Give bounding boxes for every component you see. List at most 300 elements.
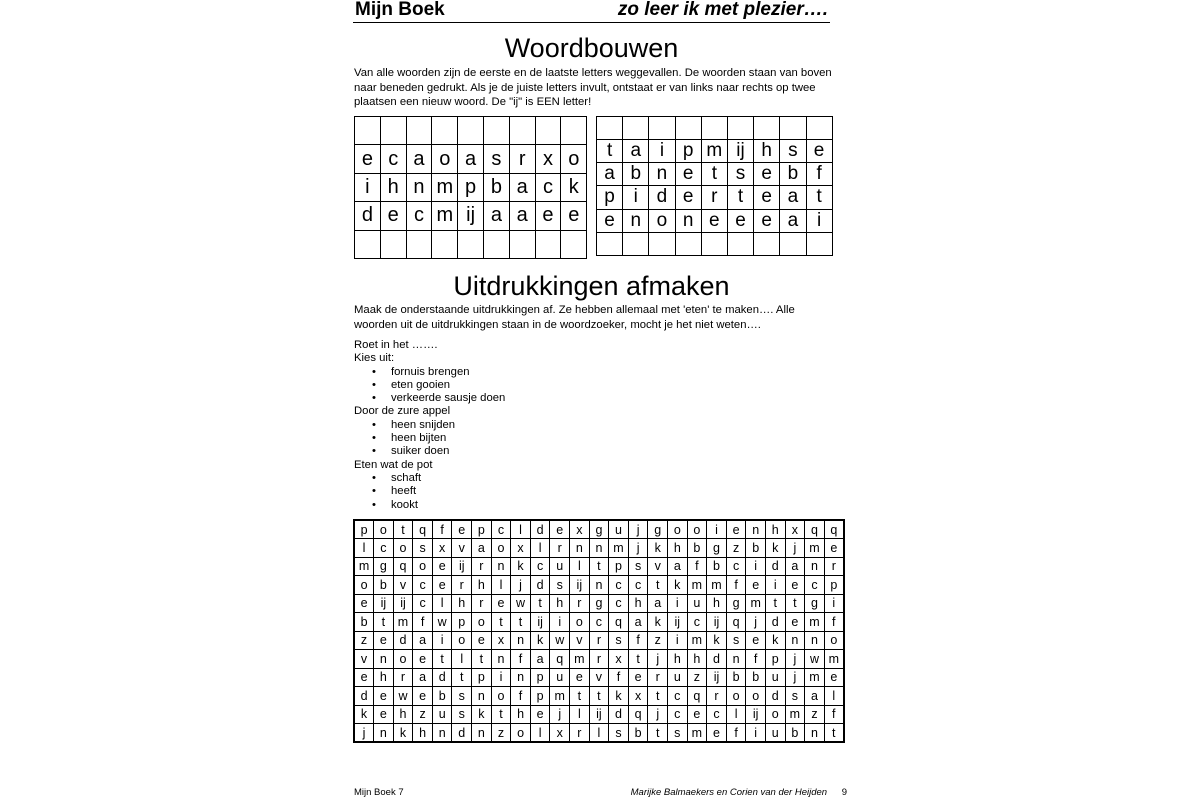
word-search-cell: k xyxy=(472,705,492,724)
word-search-cell: o xyxy=(354,576,374,595)
header-book-title: Mijn Boek xyxy=(355,0,445,20)
word-search-cell: n xyxy=(432,724,452,743)
word-search-cell: r xyxy=(570,724,590,743)
word-search-cell: g xyxy=(589,520,609,539)
word-search-cell: d xyxy=(530,520,550,539)
letter-cell: e xyxy=(380,202,406,230)
word-search-cell: e xyxy=(824,539,844,558)
word-search-cell: l xyxy=(570,557,590,576)
word-search-cell: ij xyxy=(589,705,609,724)
letter-cell: r xyxy=(509,145,535,173)
word-search-cell: ij xyxy=(530,613,550,632)
word-search-cell: a xyxy=(413,631,433,650)
word-search-cell: k xyxy=(530,631,550,650)
word-search-cell: s xyxy=(609,724,629,743)
grid-row xyxy=(354,576,844,595)
word-search-cell: q xyxy=(824,520,844,539)
letter-cell xyxy=(649,233,675,256)
word-search-cell: l xyxy=(452,650,472,669)
letter-cell: e xyxy=(355,145,381,173)
word-search-cell: x xyxy=(432,539,452,558)
word-search-cell: k xyxy=(648,539,668,558)
letter-cell: a xyxy=(780,209,806,232)
word-search-cell: f xyxy=(609,668,629,687)
word-search-cell: t xyxy=(648,687,668,706)
word-search-cell: n xyxy=(785,631,805,650)
word-search-cell: c xyxy=(589,613,609,632)
word-search-cell: o xyxy=(413,557,433,576)
word-search-cell: b xyxy=(746,668,766,687)
letter-cell: t xyxy=(701,162,727,185)
word-search-cell: f xyxy=(511,687,531,706)
word-search-cell: o xyxy=(824,631,844,650)
word-search-cell: o xyxy=(393,650,413,669)
word-search-cell: t xyxy=(765,594,785,613)
word-search-cell: d xyxy=(452,724,472,743)
word-search-cell: z xyxy=(491,724,511,743)
word-search-cell: n xyxy=(570,539,590,558)
word-search-cell: z xyxy=(805,705,825,724)
word-search-cell: x xyxy=(491,631,511,650)
word-search-cell: n xyxy=(805,724,825,743)
letter-cell xyxy=(483,230,509,258)
word-search-cell: w xyxy=(393,687,413,706)
word-search-cell: j xyxy=(785,668,805,687)
word-search-cell: i xyxy=(550,613,570,632)
word-search-cell: c xyxy=(609,576,629,595)
word-search-cell: g xyxy=(707,539,727,558)
word-search-cell: a xyxy=(668,557,688,576)
letter-cell xyxy=(509,230,535,258)
word-search-cell: n xyxy=(491,650,511,669)
word-search-cell: r xyxy=(472,557,492,576)
word-search-grid xyxy=(353,519,845,743)
letter-cell: p xyxy=(675,139,701,162)
word-search-cell: s xyxy=(452,705,472,724)
word-search-cell: a xyxy=(472,539,492,558)
letter-cell xyxy=(380,230,406,258)
word-search-cell: o xyxy=(472,613,492,632)
word-search-cell: c xyxy=(668,705,688,724)
letter-cell: t xyxy=(806,186,832,209)
word-search-cell: h xyxy=(668,650,688,669)
word-search-cell: w xyxy=(432,613,452,632)
word-search-cell: ij xyxy=(393,594,413,613)
word-search-cell: d xyxy=(530,576,550,595)
letter-cell: b xyxy=(623,162,649,185)
word-search-cell: p xyxy=(530,668,550,687)
word-search-cell: n xyxy=(589,539,609,558)
word-search-cell: m xyxy=(393,613,413,632)
word-search-cell: z xyxy=(726,539,746,558)
word-search-cell: w xyxy=(550,631,570,650)
word-building-grid-left xyxy=(354,116,587,259)
header-motto: zo leer ik met plezier…. xyxy=(617,0,828,20)
word-search-cell: i xyxy=(824,594,844,613)
word-search-cell: x xyxy=(785,520,805,539)
word-search-cell: f xyxy=(746,650,766,669)
word-search-cell: l xyxy=(491,576,511,595)
expression-text: Eten wat de pot xyxy=(354,458,433,471)
letter-cell: o xyxy=(649,209,675,232)
word-search-cell: n xyxy=(511,668,531,687)
word-search-cell: d xyxy=(765,687,785,706)
word-search-cell: n xyxy=(589,576,609,595)
letter-cell: n xyxy=(623,209,649,232)
word-search-cell: n xyxy=(805,557,825,576)
word-search-cell: ij xyxy=(668,613,688,632)
word-search-cell: k xyxy=(393,724,413,743)
word-search-cell: e xyxy=(354,668,374,687)
word-search-cell: q xyxy=(550,650,570,669)
word-search-cell: h xyxy=(550,594,570,613)
word-search-cell: b xyxy=(707,557,727,576)
grid-row xyxy=(355,117,587,145)
letter-cell: a xyxy=(623,139,649,162)
word-search-cell: i xyxy=(746,557,766,576)
word-search-cell: o xyxy=(746,687,766,706)
word-search-cell: n xyxy=(726,650,746,669)
word-search-cell: ij xyxy=(746,705,766,724)
word-search-cell: a xyxy=(530,650,550,669)
letter-cell xyxy=(623,117,649,140)
word-search-cell: f xyxy=(413,613,433,632)
word-search-cell: z xyxy=(648,631,668,650)
option-item: • verkeerde sausje doen xyxy=(354,392,505,405)
word-search-cell: j xyxy=(511,576,531,595)
word-search-cell: s xyxy=(668,724,688,743)
word-search-cell: d xyxy=(765,613,785,632)
word-search-cell: p xyxy=(472,668,492,687)
word-search-cell: e xyxy=(726,520,746,539)
letter-cell: m xyxy=(432,173,458,201)
letter-cell: i xyxy=(649,139,675,162)
word-search-cell: x xyxy=(609,650,629,669)
word-search-cell: c xyxy=(413,594,433,613)
letter-cell xyxy=(509,117,535,145)
word-search-cell: k xyxy=(354,705,374,724)
word-search-cell: h xyxy=(472,576,492,595)
letter-cell: r xyxy=(701,186,727,209)
word-search-cell: c xyxy=(707,705,727,724)
word-search-cell: j xyxy=(785,539,805,558)
word-search-cell: h xyxy=(628,594,648,613)
letter-cell: e xyxy=(754,162,780,185)
letter-cell: e xyxy=(675,162,701,185)
word-search-cell: e xyxy=(824,668,844,687)
word-search-cell: o xyxy=(491,687,511,706)
letter-cell: a xyxy=(458,145,484,173)
word-search-cell: m xyxy=(550,687,570,706)
letter-cell: ij xyxy=(727,139,753,162)
word-building-grid-right xyxy=(596,116,833,256)
word-search-cell: h xyxy=(374,668,394,687)
word-search-cell: c xyxy=(530,557,550,576)
word-search-cell: a xyxy=(648,594,668,613)
word-search-cell: c xyxy=(668,687,688,706)
letter-cell: s xyxy=(727,162,753,185)
word-search-cell: c xyxy=(805,576,825,595)
word-search-cell: i xyxy=(432,631,452,650)
word-search-cell: m xyxy=(609,539,629,558)
word-search-cell: l xyxy=(530,724,550,743)
letter-cell: e xyxy=(561,202,587,230)
word-search-cell: t xyxy=(648,724,668,743)
word-search-cell: z xyxy=(687,668,707,687)
word-search-cell: f xyxy=(824,613,844,632)
word-search-cell: u xyxy=(668,668,688,687)
word-search-cell: p xyxy=(354,520,374,539)
word-search-cell: e xyxy=(530,705,550,724)
word-search-cell: k xyxy=(707,631,727,650)
word-search-cell: r xyxy=(550,539,570,558)
word-search-cell: f xyxy=(726,724,746,743)
word-search-cell: l xyxy=(824,687,844,706)
letter-cell: h xyxy=(754,139,780,162)
letter-cell xyxy=(727,233,753,256)
word-search-cell: l xyxy=(530,539,550,558)
letter-cell xyxy=(432,117,458,145)
word-search-cell: r xyxy=(648,668,668,687)
letter-cell xyxy=(623,233,649,256)
footer-book: Mijn Boek 7 xyxy=(354,787,404,798)
word-search-cell: ij xyxy=(707,668,727,687)
options-list xyxy=(354,419,505,459)
letter-cell xyxy=(675,117,701,140)
word-search-cell: g xyxy=(726,594,746,613)
word-search-cell: t xyxy=(511,613,531,632)
grid-row xyxy=(354,613,844,632)
letter-cell: o xyxy=(561,145,587,173)
letter-cell: d xyxy=(649,186,675,209)
word-search-cell: f xyxy=(726,576,746,595)
word-search-cell: e xyxy=(550,520,570,539)
word-search-cell: t xyxy=(452,668,472,687)
letter-cell: s xyxy=(483,145,509,173)
word-search-cell: h xyxy=(393,705,413,724)
letter-cell xyxy=(597,233,623,256)
word-search-cell: e xyxy=(452,520,472,539)
letter-cell xyxy=(432,230,458,258)
option-item: • heen bijten xyxy=(354,432,505,445)
letter-cell: b xyxy=(780,162,806,185)
word-search-cell: x xyxy=(628,687,648,706)
word-search-cell: j xyxy=(550,705,570,724)
word-search-cell: j xyxy=(785,650,805,669)
grid-row xyxy=(597,117,833,140)
grid-row xyxy=(354,520,844,539)
word-search-cell: j xyxy=(354,724,374,743)
word-search-cell: j xyxy=(628,539,648,558)
word-search-cell: v xyxy=(354,650,374,669)
word-search-cell: b xyxy=(354,613,374,632)
word-search-cell: p xyxy=(765,650,785,669)
grid-row xyxy=(354,724,844,743)
word-search-cell: v xyxy=(648,557,668,576)
uitdrukkingen-title: Uitdrukkingen afmaken xyxy=(453,271,730,301)
word-search-cell: u xyxy=(609,520,629,539)
word-search-cell: b xyxy=(432,687,452,706)
letter-cell: e xyxy=(597,209,623,232)
word-search-cell: w xyxy=(805,650,825,669)
letter-cell xyxy=(649,117,675,140)
word-search-cell: s xyxy=(550,576,570,595)
letter-cell: a xyxy=(597,162,623,185)
word-search-cell: k xyxy=(765,631,785,650)
word-search-cell: t xyxy=(472,650,492,669)
word-search-cell: t xyxy=(570,687,590,706)
word-search-cell: c xyxy=(687,613,707,632)
word-search-cell: q xyxy=(726,613,746,632)
word-search-cell: n xyxy=(511,631,531,650)
word-search-cell: s xyxy=(609,631,629,650)
word-search-cell: x xyxy=(570,520,590,539)
word-search-cell: v xyxy=(393,576,413,595)
word-search-cell: m xyxy=(785,705,805,724)
word-search-cell: f xyxy=(511,650,531,669)
word-search-cell: e xyxy=(432,576,452,595)
letter-cell xyxy=(780,233,806,256)
letter-cell xyxy=(355,230,381,258)
word-search-cell: s xyxy=(452,687,472,706)
word-search-cell: b xyxy=(726,668,746,687)
word-search-cell: q xyxy=(393,557,413,576)
word-search-cell: m xyxy=(687,724,707,743)
word-search-cell: e xyxy=(432,557,452,576)
word-search-cell: l xyxy=(432,594,452,613)
word-search-cell: f xyxy=(628,631,648,650)
word-search-cell: k xyxy=(648,613,668,632)
word-search-cell: k xyxy=(765,539,785,558)
word-search-cell: l xyxy=(354,539,374,558)
word-search-cell: c xyxy=(413,576,433,595)
letter-cell: e xyxy=(535,202,561,230)
word-search-cell: p xyxy=(452,613,472,632)
word-search-cell: t xyxy=(648,576,668,595)
word-search-cell: ij xyxy=(707,613,727,632)
word-search-cell: u xyxy=(765,724,785,743)
letter-cell: a xyxy=(509,202,535,230)
word-search-cell: n xyxy=(805,631,825,650)
word-search-cell: d xyxy=(609,705,629,724)
grid-row xyxy=(354,631,844,650)
grid-row xyxy=(597,162,833,185)
word-search-cell: t xyxy=(530,594,550,613)
word-search-cell: v xyxy=(570,631,590,650)
word-search-cell: t xyxy=(589,687,609,706)
word-search-cell: t xyxy=(393,520,413,539)
word-search-cell: h xyxy=(765,520,785,539)
letter-cell xyxy=(483,117,509,145)
page-number: 9 xyxy=(841,787,847,798)
grid-row xyxy=(354,705,844,724)
word-search-cell: i xyxy=(765,576,785,595)
grid-row xyxy=(355,173,587,201)
grid-row xyxy=(597,209,833,232)
word-search-cell: h xyxy=(452,594,472,613)
word-search-cell: b xyxy=(374,576,394,595)
letter-cell xyxy=(675,233,701,256)
grid-row xyxy=(597,233,833,256)
word-search-cell: i xyxy=(746,724,766,743)
word-search-cell: g xyxy=(589,594,609,613)
grid-row xyxy=(355,230,587,258)
word-search-cell: t xyxy=(785,594,805,613)
word-search-cell: n xyxy=(491,557,511,576)
word-search-cell: n xyxy=(472,687,492,706)
word-search-cell: e xyxy=(746,576,766,595)
word-search-cell: h xyxy=(707,594,727,613)
letter-cell: h xyxy=(380,173,406,201)
word-search-cell: m xyxy=(707,576,727,595)
letter-cell: c xyxy=(380,145,406,173)
letter-cell: a xyxy=(406,145,432,173)
word-search-cell: n xyxy=(472,724,492,743)
word-search-cell: e xyxy=(413,687,433,706)
word-search-cell: e xyxy=(628,668,648,687)
word-search-cell: h xyxy=(668,539,688,558)
grid-row xyxy=(597,139,833,162)
grid-row xyxy=(355,145,587,173)
word-search-cell: e xyxy=(785,576,805,595)
word-search-cell: w xyxy=(511,594,531,613)
word-search-cell: a xyxy=(785,557,805,576)
word-search-cell: e xyxy=(413,650,433,669)
letter-cell: f xyxy=(806,162,832,185)
letter-cell: c xyxy=(406,202,432,230)
word-search-cell: c xyxy=(374,539,394,558)
letter-cell: ij xyxy=(458,202,484,230)
word-search-cell: m xyxy=(805,668,825,687)
option-item: • fornuis brengen xyxy=(354,366,505,379)
word-search-cell: r xyxy=(589,650,609,669)
expression-text: Roet in het ……. xyxy=(354,339,438,351)
word-search-cell: u xyxy=(550,557,570,576)
word-search-cell: a xyxy=(628,613,648,632)
word-search-cell: s xyxy=(413,539,433,558)
letter-cell: i xyxy=(623,186,649,209)
word-search-cell: d xyxy=(432,668,452,687)
word-search-cell: ij xyxy=(374,594,394,613)
letter-cell: o xyxy=(432,145,458,173)
word-search-cell: g xyxy=(648,520,668,539)
letter-cell xyxy=(561,230,587,258)
word-search-cell: c xyxy=(726,557,746,576)
letter-cell: e xyxy=(754,186,780,209)
word-search-cell: m xyxy=(805,613,825,632)
word-search-cell: e xyxy=(374,687,394,706)
word-search-cell: i xyxy=(707,520,727,539)
word-search-cell: q xyxy=(413,520,433,539)
word-search-cell: n xyxy=(746,520,766,539)
word-search-cell: r xyxy=(707,687,727,706)
word-search-cell: m xyxy=(354,557,374,576)
word-search-cell: q xyxy=(687,687,707,706)
option-item: • heen snijden xyxy=(354,419,505,432)
word-search-cell: h xyxy=(687,650,707,669)
word-search-cell: s xyxy=(628,557,648,576)
word-search-cell: f xyxy=(824,705,844,724)
word-search-cell: c xyxy=(628,576,648,595)
word-search-cell: c xyxy=(491,520,511,539)
word-search-cell: o xyxy=(765,705,785,724)
word-search-cell: r xyxy=(393,668,413,687)
letter-cell xyxy=(380,117,406,145)
word-search-cell: e xyxy=(354,594,374,613)
option-item: • schaft xyxy=(354,472,505,485)
letter-cell xyxy=(535,230,561,258)
letter-cell xyxy=(806,117,832,140)
